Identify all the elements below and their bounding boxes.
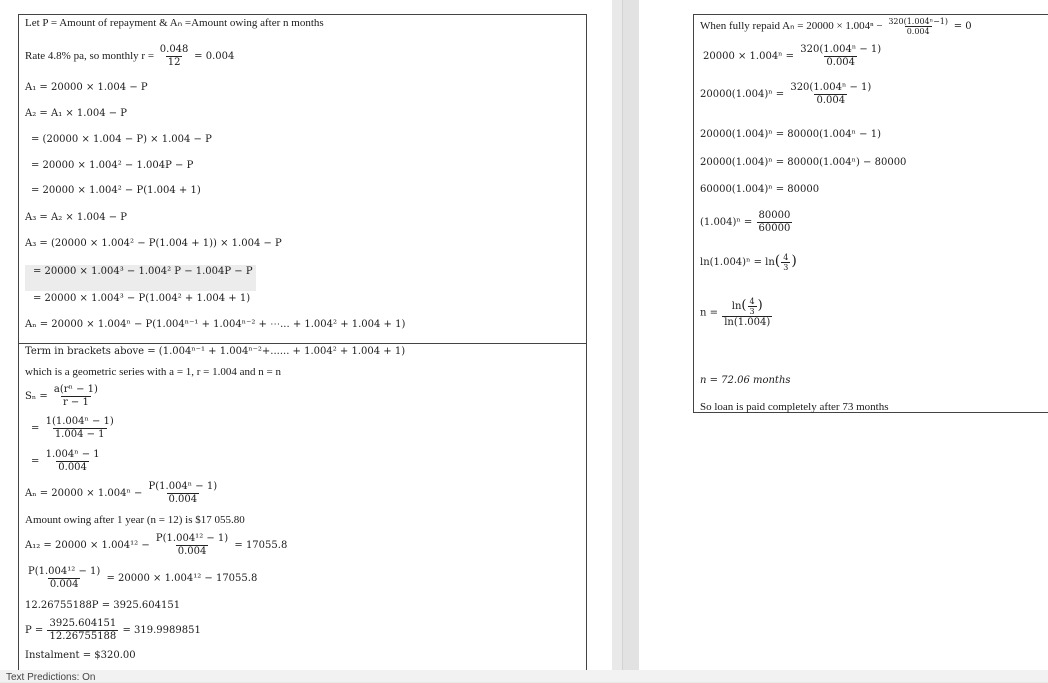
equation-line: = $\frac{\text{1(1.004ⁿ − 1)}}{1.004 - 1}$: [31, 416, 114, 440]
fraction: $\frac{3925.604151}{12.26755188}$: [49, 618, 117, 642]
fraction: $\frac{\text{P(1.004ⁿ − 1)}}{0.004}$: [148, 481, 218, 505]
equation-line: = 20000 × 1.004² − P(1.004 + 1): [31, 185, 201, 196]
equation-line: = 20000 × 1.004² − 1.004P − P: [31, 160, 194, 171]
equation-line: = 20000 × 1.004³ − P(1.004² + 1.004 + 1): [33, 293, 251, 304]
result-line: n = 72.06 months: [700, 375, 791, 386]
equation-line: = (20000 × 1.004 − P) × 1.004 − P: [31, 134, 212, 145]
fraction: ln( $\frac{4}{3}$ ) ln(1.004): [724, 297, 771, 328]
fraction: $\frac{\text{320(1.004ⁿ − 1)}}{0.004}$: [790, 82, 872, 106]
equation-line: A₃ = A₂ × 1.004 − P: [25, 212, 128, 223]
equation-line: When fully repaid Aₙ = 20000 × 1.004ⁿ − $\frac{\text{320(1.004ⁿ−1)}}{0.004}$ = 0: [700, 17, 972, 36]
equation-line: 20000(1.004)ⁿ = 80000(1.004ⁿ) − 80000: [700, 157, 907, 168]
equation-line: A₂ = A₁ × 1.004 − P: [25, 108, 128, 119]
equation-line: ln(1.004)ⁿ = ln( $\frac{4}{3}$ ): [700, 253, 797, 272]
equation-line: Aₙ = 20000 × 1.004ⁿ − $\frac{\text{P(1.004ⁿ − 1)}}{0.004}$: [25, 481, 218, 505]
equation-line: 60000(1.004)ⁿ = 80000: [700, 184, 820, 195]
document-page-2: [639, 0, 1048, 670]
equation-line: (1.004)ⁿ = $\frac{80000}{60000}$: [700, 210, 791, 234]
series-box: [18, 343, 587, 670]
fraction: $\frac{\text{P(1.004¹² − 1)}}{0.004}$: [155, 533, 229, 557]
equation-line: = $\frac{\text{1.004ⁿ − 1}}{0.004}$: [31, 449, 100, 473]
equation-line: $\frac{\text{P(1.004¹² − 1)}}{0.004}$ = 20000 × 1.004¹² − 17055.8: [28, 566, 258, 590]
equation-line: Instalment = $320.00: [25, 650, 136, 661]
equation-line: P = $\frac{3925.604151}{12.26755188}$ = 319.9989851: [25, 618, 201, 642]
rate-line: Rate 4.8% pa, so monthly r = $\frac{0.048}{12}$ = 0.004: [25, 44, 235, 68]
text-line: Amount owing after 1 year (n = 12) is $17 055.80: [25, 514, 245, 526]
text-predictions-status[interactable]: Text Predictions: On: [6, 672, 96, 683]
fraction: $\frac{\text{a(rⁿ − 1)}}{r - 1}$: [53, 384, 98, 408]
equation-line: A₁ = 20000 × 1.004 − P: [25, 82, 148, 93]
equation-line: = 20000 × 1.004³ − 1.004² P − 1.004P − P: [33, 266, 253, 277]
solution-box: [693, 14, 1048, 413]
fraction: $\frac{0.048}{12}$: [159, 44, 189, 68]
fraction: $\frac{4}{3}$: [749, 297, 755, 316]
equation-line: Aₙ = 20000 × 1.004ⁿ − P(1.004ⁿ⁻¹ + 1.004ⁿ⁻² + ⋯... + 1.004² + 1.004 + 1): [25, 319, 406, 330]
equation-line: 20000 × 1.004ⁿ = $\frac{\text{320(1.004ⁿ − 1)}}{0.004}$: [703, 44, 882, 68]
equation-line: 20000(1.004)ⁿ = 80000(1.004ⁿ − 1): [700, 129, 881, 140]
equation-line: n = ln( $\frac{4}{3}$ ) ln(1.004): [700, 297, 771, 328]
fraction: $\frac{\text{1(1.004ⁿ − 1)}}{1.004 - 1}$: [45, 416, 114, 440]
sum-formula: Sₙ = $\frac{\text{a(rⁿ − 1)}}{r - 1}$: [25, 384, 98, 408]
equation-line: A₁₂ = 20000 × 1.004¹² − $\frac{\text{P(1.004¹² − 1)}}{0.004}$ = 17055.8: [25, 533, 288, 557]
equation-line: A₃ = (20000 × 1.004² − P(1.004 + 1)) × 1.004 − P: [25, 238, 282, 249]
status-bar: [0, 670, 1048, 682]
derivation-box: [18, 14, 587, 344]
text-line: Let P = Amount of repayment & Aₙ =Amount owing after n months: [25, 17, 324, 29]
equation-line: Term in brackets above = (1.004ⁿ⁻¹ + 1.004ⁿ⁻²+...... + 1.004² + 1.004 + 1): [25, 346, 406, 357]
conclusion-line: So loan is paid completely after 73 months: [700, 401, 889, 413]
fraction: $\frac{\text{320(1.004ⁿ − 1)}}{0.004}$: [800, 44, 882, 68]
fraction: $\frac{\text{320(1.004ⁿ−1)}}{0.004}$: [888, 17, 948, 36]
equation-line: 12.26755188P = 3925.604151: [25, 600, 181, 611]
fraction: $\frac{\text{P(1.004¹² − 1)}}{0.004}$: [28, 566, 101, 590]
text-line: which is a geometric series with a = 1, r = 1.004 and n = n: [25, 366, 281, 378]
equation-line: 20000(1.004)ⁿ = $\frac{\text{320(1.004ⁿ − 1)}}{0.004}$: [700, 82, 872, 106]
fraction: $\frac{\text{1.004ⁿ − 1}}{0.004}$: [45, 449, 100, 473]
fraction: $\frac{4}{3}$: [783, 253, 789, 272]
fraction: $\frac{80000}{60000}$: [758, 210, 791, 234]
